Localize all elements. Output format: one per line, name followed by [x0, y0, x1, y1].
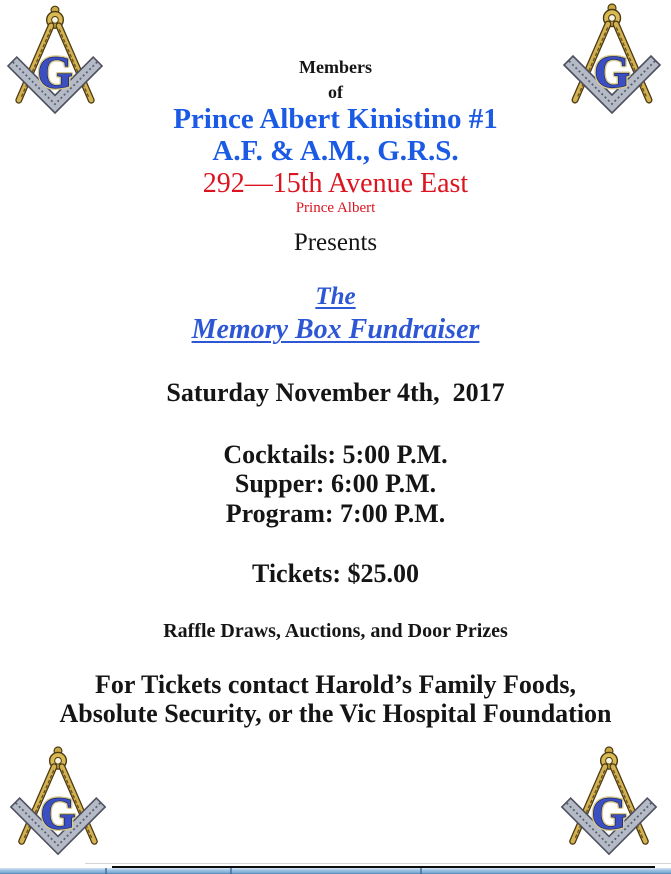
bottom-strip-tick	[105, 868, 107, 874]
event-title-line2: Memory Box Fundraiser	[191, 314, 480, 345]
ticket-price: Tickets: $25.00	[251, 559, 420, 588]
event-date: Saturday November 4th, 2017	[166, 378, 505, 407]
lodge-name: Prince Albert Kinistino #1	[173, 103, 498, 135]
event-title-line1: The	[315, 283, 356, 310]
presents-label: Presents	[293, 229, 378, 256]
members-label: Members	[299, 57, 372, 77]
schedule-supper: Supper: 6:00 P.M.	[234, 469, 437, 498]
schedule-cocktails: Cocktails: 5:00 P.M.	[223, 440, 448, 469]
lodge-affiliation: A.F. & A.M., G.R.S.	[212, 135, 459, 167]
contact-line-2: Absolute Security, or the Vic Hospital Foundation	[59, 699, 612, 728]
of-label: of	[328, 82, 343, 102]
contact-line-1: For Tickets contact Harold’s Family Foods,	[95, 670, 576, 699]
extras-line: Raffle Draws, Auctions, and Door Prizes	[163, 620, 508, 642]
bottom-strip-tick	[230, 868, 232, 874]
masonic-emblem-bottom-right-icon	[556, 746, 662, 862]
schedule-program: Program: 7:00 P.M.	[225, 499, 446, 528]
bottom-edge-faint-line	[85, 863, 671, 864]
bottom-strip-tick	[420, 868, 422, 874]
lodge-city: Prince Albert	[295, 200, 376, 216]
bottom-edge-strip	[0, 868, 671, 874]
lodge-address: 292—15th Avenue East	[202, 168, 469, 199]
masonic-emblem-bottom-left-icon	[6, 746, 110, 862]
